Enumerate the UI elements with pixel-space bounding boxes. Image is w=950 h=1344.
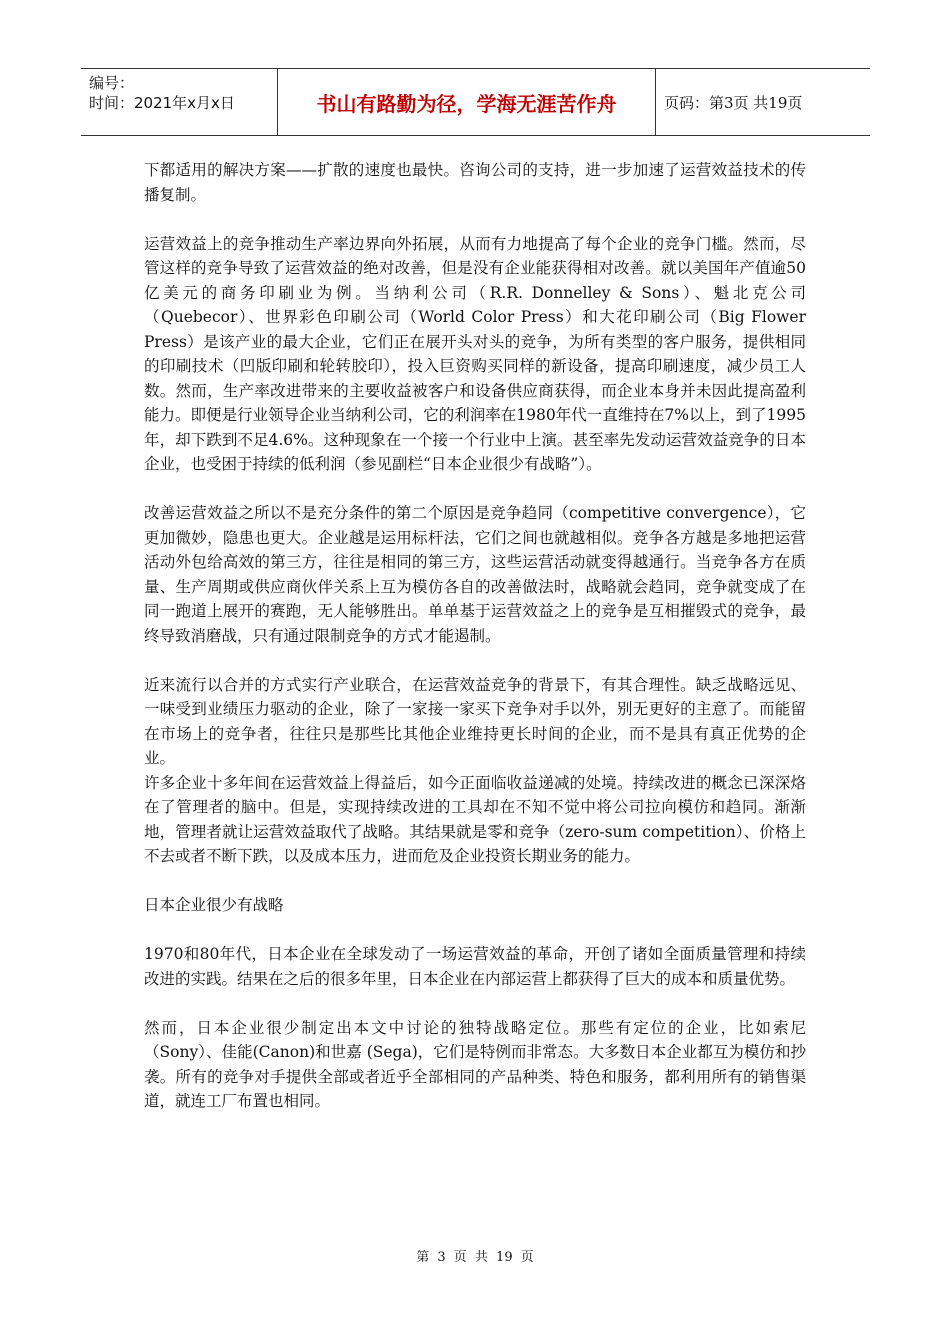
header-page-info: 页码：第3页 共19页 xyxy=(664,94,803,112)
body-paragraph: 下都适用的解决方案——扩散的速度也最快。咨询公司的支持，进一步加速了运营效益技术的传播复制。 xyxy=(144,161,806,204)
body-paragraph: 近来流行以合并的方式实行产业联合，在运营效益竞争的背景下，有其合理性。缺乏战略远见、一味受到业绩压力驱动的企业，除了一家接一家买下竞争对手以外，别无更好的主意了。而能留在市场上的竞争者，往往只是那些比其他企业维持更长时间的企业，而不是具有真正优势的企业。 xyxy=(144,675,806,767)
sidebar-heading: 日本企业很少有战略 xyxy=(144,896,284,914)
header-divider-right xyxy=(655,69,656,136)
header-meta xyxy=(89,73,235,113)
document-date-label: 时间：2021年x月x日 xyxy=(89,94,235,112)
header-motto: 书山有路勤为径，学海无涯苦作舟 xyxy=(316,92,617,116)
document-number-label: 编号： xyxy=(89,74,135,92)
document-body xyxy=(144,158,806,1138)
page-header xyxy=(81,68,870,136)
body-paragraph: 许多企业十多年间在运营效益上得益后，如今正面临收益递减的处境。持续改进的概念已深深烙在了管理者的脑中。但是，实现持续改进的工具却在不知不觉中将公司拉向模仿和趋同。渐渐地，管理者就让运营效益取代了战略。其结果就是零和竞争（zero-sum competition）、价格上不去或者不断下跌，以及成本压力，进而危及企业投资长期业务的能力。 xyxy=(144,773,806,865)
body-paragraph: 然而，日本企业很少制定出本文中讨论的独特战略定位。那些有定位的企业，比如索尼（Sony）、佳能(Canon)和世嘉 (Sega)，它们是特例而非常态。大多数日本企业都互为模仿和抄袭。所有的竞争对手提供全部或者近乎全部相同的产品种类、特色和服务，都利用所有的销售渠道，就连工厂布置也相同。 xyxy=(144,1018,806,1110)
body-paragraph: 1970和80年代，日本企业在全球发动了一场运营效益的革命，开创了诸如全面质量管理和持续改进的实践。结果在之后的很多年里，日本企业在内部运营上都获得了巨大的成本和质量优势。 xyxy=(144,945,806,988)
body-paragraph: 改善运营效益之所以不是充分条件的第二个原因是竞争趋同（competitive convergence），它更加微妙，隐患也更大。企业越是运用标杆法，它们之间也就越相似。竞争各方越是多地把运营活动外包给高效的第三方，往往是相同的第三方，这些运营活动就变得越通行。当竞争各方在质量、生产周期或供应商伙伴关系上互为模仿各自的改善做法时，战略就会趋同，竞争就变成了在同一跑道上展开的赛跑，无人能够胜出。单单基于运营效益之上的竞争是互相摧毁式的竞争，最终导致消磨战，只有通过限制竞争的方式才能遏制。 xyxy=(144,504,806,645)
page-footer: 第 3 页 共 19 页 xyxy=(416,1250,534,1265)
body-paragraph: 运营效益上的竞争推动生产率边界向外拓展，从而有力地提高了每个企业的竞争门槛。然而，尽管这样的竞争导致了运营效益的绝对改善，但是没有企业能获得相对改善。就以美国年产值逾50亿美元的商务印刷业为例。当纳利公司（R.R. Donnelley & Sons）、魁北克公司（Quebecor）、世界彩色印刷公司（World Color Press）和大花印刷公司（Big Flower Press）是该产业的最大企业，它们正在展开头对头的竞争，为所有类型的客户服务，提供相同的印刷技术（凹版印刷和轮转胶印），投入巨资购买同样的新设备，提高印刷速度，减少员工人数。然而，生产率改进带来的主要收益被客户和设备供应商获得，而企业本身并未因此提高盈利能力。即便是行业领导企业当纳利公司，它的利润率在1980年代一直维持在7%以上，到了1995年，却下跌到不足4.6%。这种现象在一个接一个行业中上演。甚至率先发动运营效益竞争的日本企业，也受困于持续的低利润（参见副栏“日本企业很少有战略”）。 xyxy=(144,234,806,473)
